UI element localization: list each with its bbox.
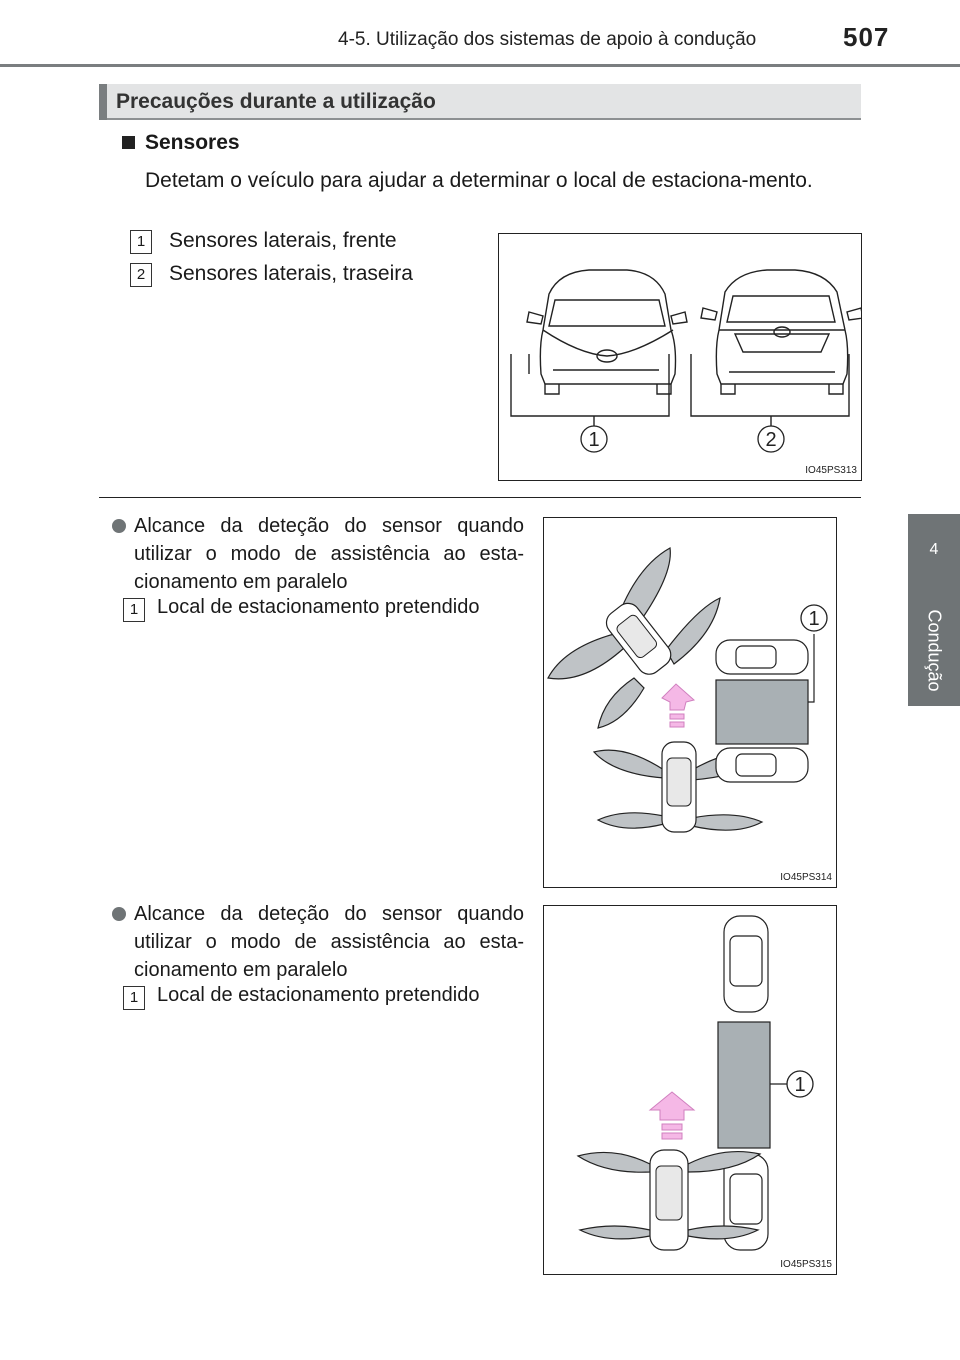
parallel-parking-figure-2 xyxy=(543,905,837,1275)
bullet-dot xyxy=(112,519,126,533)
sensor-item-label: Sensores laterais, frente xyxy=(169,229,397,252)
sensors-description: Detetam o veículo para ajudar a determinar o local de estaciona-mento. xyxy=(145,169,813,192)
item-number-badge: 1 xyxy=(123,598,145,622)
figure-code: IO45PS313 xyxy=(805,465,857,476)
item-number-badge: 2 xyxy=(130,263,152,287)
item-number-badge: 1 xyxy=(130,230,152,254)
parking-spot-item-label: Local de estacionamento pretendido xyxy=(157,984,480,1006)
target-parking-spot xyxy=(718,1022,770,1148)
figure-code: IO45PS315 xyxy=(780,1259,832,1270)
parallel-parking-figure-1 xyxy=(543,517,837,888)
header-section-title: 4-5. Utilização dos sistemas de apoio à condução xyxy=(338,29,757,50)
block-text xyxy=(134,900,524,984)
parked-car-bottom xyxy=(716,748,808,782)
header-rule xyxy=(0,64,960,67)
callout-1 xyxy=(801,605,827,631)
moving-car xyxy=(650,1150,688,1250)
moving-car-straight xyxy=(662,742,696,832)
callout-number: 1 xyxy=(794,1074,806,1096)
heading-square-marker xyxy=(122,136,135,149)
parallel-parking-illustration-2 xyxy=(544,906,836,1274)
item-number-badge: 1 xyxy=(123,986,145,1010)
sensors-heading: Sensores xyxy=(145,131,240,154)
chapter-number: 4 xyxy=(929,541,939,558)
block-text-content: Alcance da deteção do sensor quando utilizar o modo de assistência ao esta-cionamento em paralelo xyxy=(134,515,524,593)
callout-1 xyxy=(581,426,607,452)
callout-2 xyxy=(758,426,784,452)
car-front-view xyxy=(527,270,687,394)
parking-spot-item-label: Local de estacionamento pretendido xyxy=(157,596,480,618)
callout-number: 1 xyxy=(588,429,600,451)
block-text-content: Alcance da deteção do sensor quando utilizar o modo de assistência ao esta-cionamento em paralelo xyxy=(134,903,524,981)
sensor-item-label: Sensores laterais, traseira xyxy=(169,262,413,285)
callout-number: 2 xyxy=(765,429,777,451)
parked-car-front xyxy=(724,916,768,1012)
callout-number: 1 xyxy=(808,608,820,630)
direction-arrow xyxy=(650,1092,694,1139)
parallel-parking-illustration-1 xyxy=(544,518,836,887)
callout-1 xyxy=(787,1071,813,1097)
page-number: 507 xyxy=(843,22,890,52)
car-front-rear-illustration xyxy=(499,234,861,480)
sensor-location-figure xyxy=(498,233,862,481)
block-text xyxy=(134,512,524,596)
section-title: Precauções durante a utilização xyxy=(116,90,436,113)
parked-car-top xyxy=(716,640,808,674)
chapter-label: Condução xyxy=(924,609,945,692)
direction-arrow xyxy=(662,684,694,727)
section-divider xyxy=(99,497,861,498)
bullet-dot xyxy=(112,907,126,921)
section-title-accent xyxy=(99,84,107,120)
target-parking-spot xyxy=(716,680,808,744)
car-rear-view xyxy=(701,270,861,394)
figure-code: IO45PS314 xyxy=(780,872,832,883)
